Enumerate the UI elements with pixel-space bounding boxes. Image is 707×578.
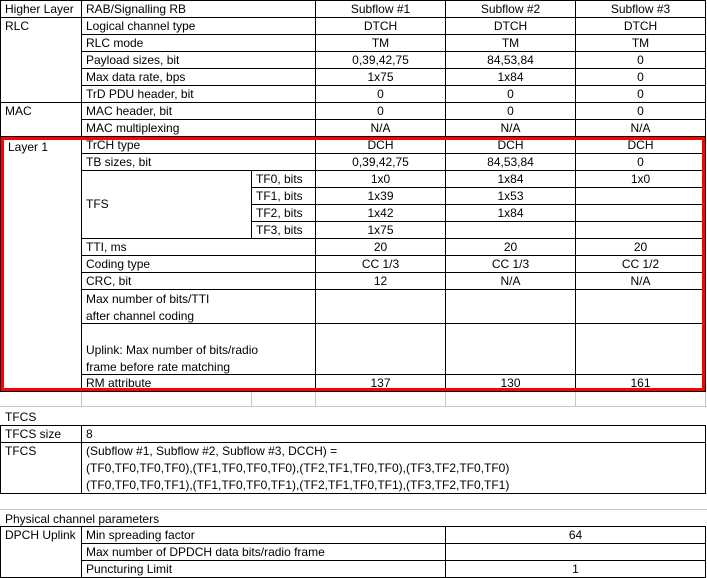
param-max-dpdch-bits: Max number of DPDCH data bits/radio frame: [86, 545, 325, 559]
value-cell: 1x84: [497, 70, 524, 84]
header-higher-layer: Higher Layer: [5, 2, 74, 16]
value-cell: CC 1/3: [361, 257, 400, 271]
value-cell: TM: [371, 36, 390, 50]
value-cell: 0: [637, 155, 644, 169]
grid-line: [705, 392, 706, 407]
value-cell: 0: [507, 87, 514, 101]
param-trd-pdu-header: TrD PDU header, bit: [86, 87, 194, 101]
tfcs-label: TFCS: [5, 444, 37, 458]
value-cell: 1x42: [367, 206, 394, 220]
tfcs-size-value: 8: [86, 427, 93, 441]
header-subflow-3: Subflow #3: [610, 2, 671, 16]
value-cell: 0: [377, 104, 384, 118]
table-border: [705, 425, 706, 494]
value-cell: 1: [572, 562, 579, 576]
tf-label: TF1, bits: [256, 189, 303, 203]
value-cell: 1x0: [630, 172, 651, 186]
param-crc: CRC, bit: [86, 274, 132, 288]
dpch-uplink-label: DPCH Uplink: [5, 528, 76, 542]
param-tb-sizes: TB sizes, bit: [86, 155, 152, 169]
grid-line: [445, 392, 446, 407]
value-cell: 84,53,84: [487, 155, 534, 169]
value-cell: [446, 544, 705, 560]
value-cell: DCH: [367, 138, 394, 152]
param-mac-header: MAC header, bit: [86, 104, 173, 118]
value-cell: 1x84: [497, 206, 524, 220]
value-cell: CC 1/2: [621, 257, 660, 271]
value-cell: N/A: [500, 121, 521, 135]
param-rm-attribute: RM attribute: [86, 376, 152, 390]
value-cell: 0: [637, 104, 644, 118]
value-cell: DTCH: [363, 19, 398, 33]
param-mac-multiplexing: MAC multiplexing: [86, 121, 180, 135]
value-cell: TM: [631, 36, 650, 50]
table-border: [0, 391, 706, 392]
value-cell: 1x0: [370, 172, 391, 186]
table-border: [0, 493, 706, 494]
tf-label: TF2, bits: [256, 206, 303, 220]
param-coding-type: Coding type: [86, 257, 151, 271]
param-min-spreading-factor: Min spreading factor: [86, 528, 195, 542]
value-cell: DTCH: [623, 19, 658, 33]
grid-line: [251, 392, 252, 407]
value-cell: DCH: [497, 138, 524, 152]
tf-label: TF0, bits: [256, 172, 303, 186]
value-cell: 1x53: [497, 189, 524, 203]
value-cell: N/A: [500, 274, 521, 288]
value-cell: 20: [503, 240, 518, 254]
value-cell: 1x75: [367, 70, 394, 84]
param-max-bits-tti: Max number of bits/TTI after channel coding: [86, 292, 210, 323]
section-label-mac: MAC: [5, 104, 32, 118]
tfcs-size-label: TFCS size: [5, 427, 62, 441]
layer1-highlight-box: [1, 137, 705, 391]
value-cell: TM: [501, 36, 520, 50]
value-cell: 137: [370, 376, 391, 390]
param-rlc-mode: RLC mode: [86, 36, 144, 50]
value-cell: 0,39,42,75: [352, 53, 409, 67]
value-cell: 0: [637, 70, 644, 84]
grid-line: [0, 509, 707, 510]
value-cell: 161: [630, 376, 651, 390]
value-cell: 20: [633, 240, 648, 254]
table-border: [705, 526, 706, 578]
tfcs-section-title: TFCS: [5, 410, 37, 424]
value-cell: 0,39,42,75: [352, 155, 409, 169]
header-rab: RAB/Signalling RB: [86, 2, 187, 16]
grid-line: [575, 392, 576, 407]
param-tfs: TFS: [86, 197, 109, 211]
value-cell: 0: [507, 104, 514, 118]
value-cell: N/A: [370, 121, 391, 135]
param-tti: TTI, ms: [86, 240, 127, 254]
param-uplink-max-bits: Uplink: Max number of bits/radio frame before rate matching: [86, 343, 259, 374]
grid-line: [0, 406, 707, 407]
physical-section-title: Physical channel parameters: [5, 512, 160, 526]
value-cell: 84,53,84: [487, 53, 534, 67]
tfcs-line: (TF0,TF0,TF0,TF0),(TF1,TF0,TF0,TF0),(TF2,TF1,TF0,TF0),(TF3,TF2,TF0,TF0): [86, 461, 510, 475]
value-cell: DTCH: [493, 19, 528, 33]
param-trch-type: TrCH type: [86, 138, 141, 152]
value-cell: N/A: [630, 121, 651, 135]
header-subflow-2: Subflow #2: [480, 2, 541, 16]
value-cell: 20: [373, 240, 388, 254]
value-cell: 130: [500, 376, 521, 390]
value-cell: CC 1/3: [491, 257, 530, 271]
grid-line: [315, 392, 316, 407]
value-cell: 1x84: [497, 172, 524, 186]
value-cell: 64: [568, 528, 583, 542]
header-subflow-1: Subflow #1: [350, 2, 411, 16]
param-logical-channel-type: Logical channel type: [86, 19, 196, 33]
table-border: [705, 0, 706, 392]
grid-line: [81, 392, 82, 407]
value-cell: 0: [637, 53, 644, 67]
tf-label: TF3, bits: [256, 223, 303, 237]
param-max-data-rate: Max data rate, bps: [86, 70, 186, 84]
tfcs-line: (Subflow #1, Subflow #2, Subflow #3, DCCH) =: [86, 444, 338, 458]
value-cell: DCH: [627, 138, 654, 152]
value-cell: 1x39: [367, 189, 394, 203]
param-puncturing-limit: Puncturing Limit: [86, 562, 173, 576]
section-label-layer1: Layer 1: [8, 140, 49, 154]
value-cell: 1x75: [367, 223, 394, 237]
section-label-rlc: RLC: [5, 19, 30, 33]
value-cell: 12: [373, 274, 388, 288]
value-cell: 0: [377, 87, 384, 101]
param-payload-sizes: Payload sizes, bit: [86, 53, 180, 67]
tfcs-line: (TF0,TF0,TF0,TF1),(TF1,TF0,TF0,TF1),(TF2,TF1,TF0,TF1),(TF3,TF2,TF0,TF1): [86, 478, 510, 492]
value-cell: 0: [637, 87, 644, 101]
value-cell: N/A: [630, 274, 651, 288]
